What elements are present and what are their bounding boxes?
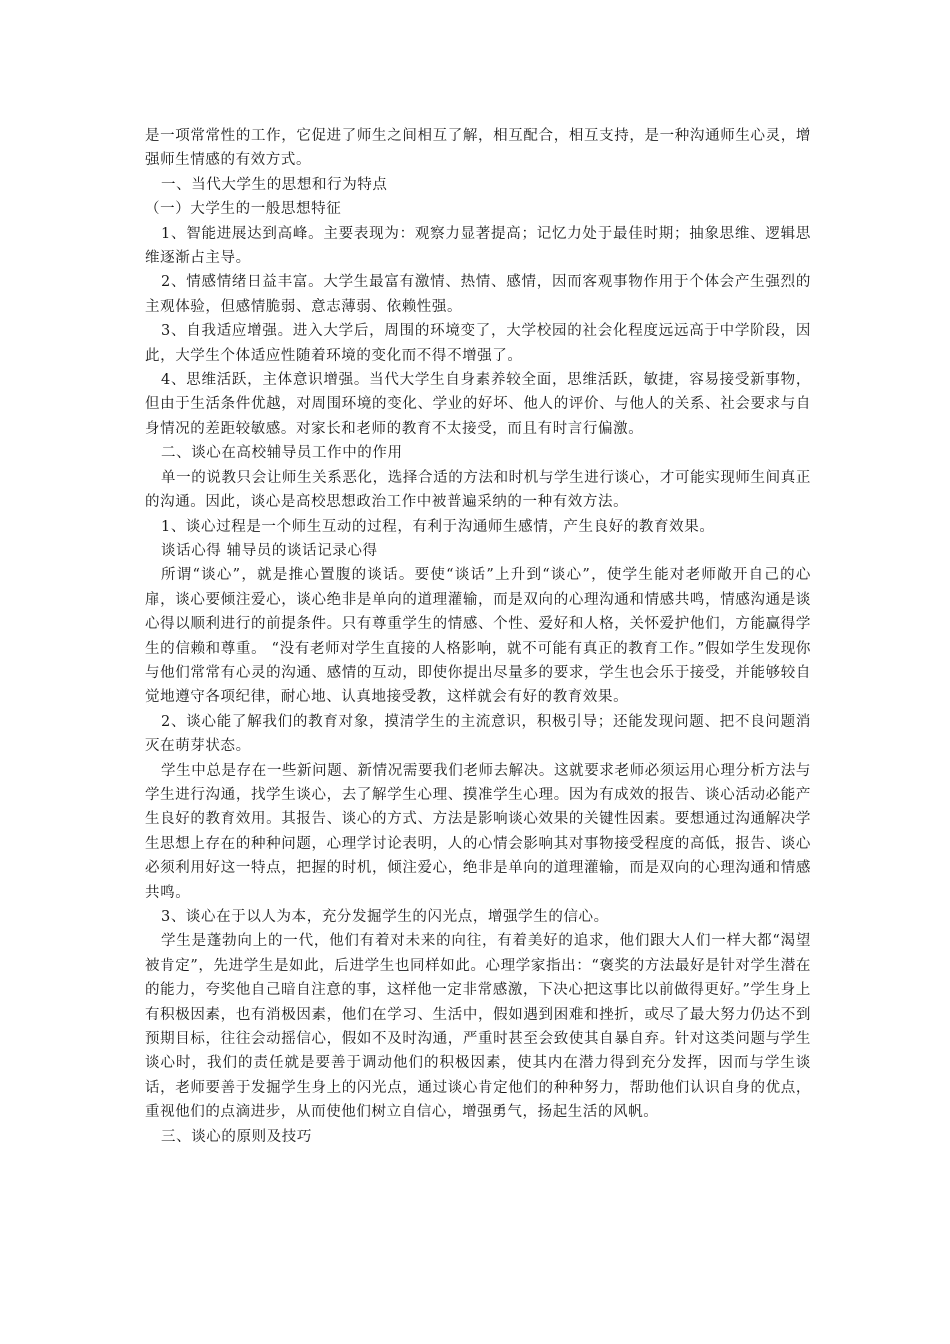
paragraph-point-3: 3、谈心在于以人为本，充分发掘学生的闪光点，增强学生的信心。 (161, 909, 609, 925)
paragraph-item-1: 1、智能进展达到高峰。主要表现为：观察力显著提高；记忆力处于最佳时期；抽象思维、逻辑思维逐渐占主导。 (145, 225, 811, 267)
paragraph-point-1: 1、谈心过程是一个师生互动的过程，有利于沟通师生感情，产生良好的教育效果。 (161, 518, 715, 535)
paragraph-intro: 是一项常常性的工作，它促进了师生之间相互了解，相互配合，相互支持，是一种沟通师生心灵，增强师生情感的有效方式。 (145, 128, 811, 169)
paragraph-item-2: 2、情感情绪日益丰富。大学生最富有激情、热情、感情，因而客观事物作用于个体会产生强烈的主观体验，但感情脆弱、意志薄弱、依赖性强。 (145, 274, 811, 315)
inline-title: 谈话心得 辅导员的谈话记录心得 (161, 542, 378, 559)
paragraph-point-2: 2、谈心能了解我们的教育对象，摸清学生的主流意识，积极引导；还能发现问题、把不良问题消灭在萌芽状态。 (145, 713, 811, 755)
section-heading-2: 二、谈心在高校辅导员工作中的作用 (161, 445, 403, 462)
paragraph: 学生中总是存在一些新问题、新情况需要我们老师去解决。这就要求老师必须运用心理分析方法与学生进行沟通，找学生谈心，去了解学生心理、摸准学生心理。因为有成效的报告、谈心活动必能产生良好的教育效用。其报告、谈心的方式、方法是影响谈心效果的关键性因素。要想通过沟通解决学生思想上存在的种种问题，心理学讨论表明，人的心情会影响其对事物接受程度的高低，报告、谈心必须利用好这一特点，把握的时机，倾注爱心，绝非是单向的道理灌输，而是双向的心理沟通和情感共鸣。 (145, 762, 811, 901)
paragraph: 单一的说教只会让师生关系恶化，选择合适的方法和时机与学生进行谈心，才可能实现师生间真正的沟通。因此，谈心是高校思想政治工作中被普遍采纳的一种有效方法。 (145, 469, 811, 511)
document-body (145, 124, 811, 1149)
paragraph-item-3: 3、自我适应增强。进入大学后，周围的环境变了，大学校园的社会化程度远远高于中学阶段，因此，大学生个体适应性随着环境的变化而不得不增强了。 (145, 323, 811, 364)
section-heading-3: 三、谈心的原则及技巧 (161, 1128, 312, 1145)
subsection-heading-1: （一）大学生的一般思想特征 (145, 201, 342, 218)
paragraph: 学生是蓬勃向上的一代，他们有着对未来的向往，有着美好的追求，他们跟大人们一样大都“渴望被肯定”，先进学生是如此，后进学生也同样如此。心理学家指出：“褒奖的方法最好是针对学生潜在的能力，夸奖他自己暗自注意的事，这样他一定非常感激，下决心把这事比以前做得更好。”学生身上有积极因素，也有消极因素，他们在学习、生活中，假如遇到困难和挫折，或尽了最大努力仍达不到预期目标，往往会动摇信心，假如不及时沟通，严重时甚至会致使其自暴自弃。针对这类问题与学生谈心时，我们的责任就是要善于调动他们的积极因素，使其内在潜力得到充分发挥，因而与学生谈话，老师要善于发掘学生身上的闪光点，通过谈心肯定他们的种种努力，帮助他们认识自身的优点，重视他们的点滴进步，从而使他们树立自信心，增强勇气，扬起生活的风帆。 (145, 933, 811, 1121)
section-heading-1: 一、当代大学生的思想和行为特点 (161, 176, 388, 193)
paragraph: 所谓“谈心”，就是推心置腹的谈话。要使“谈话”上升到“谈心”，使学生能对老师敞开自己的心扉，谈心要倾注爱心，谈心绝非是单向的道理灌输，而是双向的心理沟通和情感共鸣，情感沟通是谈心得以顺利进行的前提条件。只有尊重学生的情感、个性、爱好和人格，关怀爱护他们，方能赢得学生的信赖和尊重。 “没有老师对学生直接的人格影响，就不可能有真正的教育工作。”假如学生发现你与他们常常有心灵的沟通、感情的互动，即使你提出尽量多的要求，学生也会乐于接受，并能够较自觉地遵守各项纪律，耐心地、认真地接受教，这样就会有好的教育效果。 (145, 567, 811, 706)
paragraph-item-4: 4、思维活跃，主体意识增强。当代大学生自身素养较全面，思维活跃，敏捷，容易接受新事物，但由于生活条件优越，对周围环境的变化、学业的好坏、他人的评价、与他人的关系、社会要求与自身情况的差距较敏感。对家长和老师的教育不太接受，而且有时言行偏激。 (145, 372, 811, 437)
